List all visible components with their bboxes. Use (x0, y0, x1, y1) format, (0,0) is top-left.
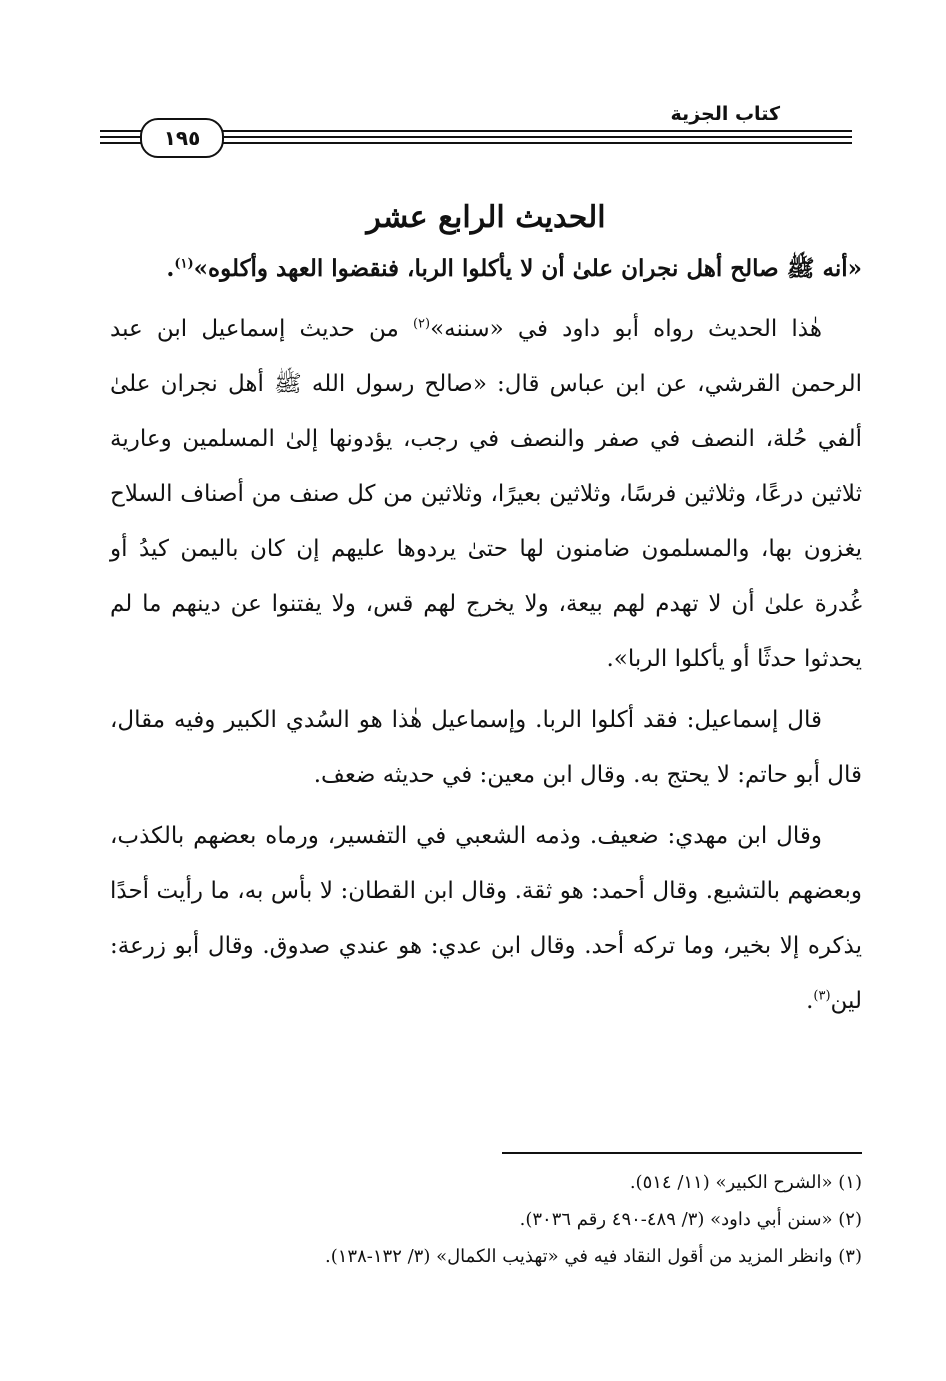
section-heading: الحديث الرابع عشر (366, 200, 606, 235)
paragraph-text: قال إسماعيل: فقد أكلوا الربا. وإسماعيل هٰذا هو السُدي الكبير وفيه مقال، قال أبو حاتم: لا يحتج به. وقال ابن معين: في حديثه ضعف. (110, 707, 862, 788)
paragraph-text: . (806, 988, 814, 1014)
paragraph-text: من حديث إسماعيل ابن عبد الرحمن القرشي، عن ابن عباس قال: «صالح رسول الله ﷺ أهل نجران علىٰ ألفي حُلة، النصف في صفر والنصف في رجب، يؤدونها إلىٰ المسلمين وعارية ثلاثين درعًا، وثلاثين فرسًا، وثلاثين بعيرًا، وثلاثين من كل صنف من أصناف السلاح يغزون بها، والمسلمون ضامنون لها حتىٰ يردوها عليهم إن كان باليمن كيدُ أو غُدرة علىٰ أن لا تهدم لهم بيعة، ولا يخرج لهم قس، ولا يفتنوا عن دينهم ما لم يحدثوا حدثًا أو يأكلوا الربا». (110, 316, 862, 672)
paragraph (110, 693, 862, 803)
main-text (110, 196, 862, 1035)
footnote: (٣) وانظر المزيد من أقول النقاد فيه في «تهذيب الكمال» (٣/ ١٣٢-١٣٨). (325, 1246, 862, 1267)
book-title: كتاب الجزية (670, 103, 780, 125)
hadith-end: . (166, 255, 175, 282)
footnotes (110, 1164, 862, 1275)
running-header (100, 100, 852, 160)
footnote-ref: (٢) (412, 316, 431, 332)
footnote-rule (502, 1152, 862, 1154)
hadith-body: «أنه ﷺ صالح أهل نجران علىٰ أن لا يأكلوا الربا، فنقضوا العهد وأكلوه» (193, 255, 862, 282)
paragraph-text: وقال ابن مهدي: ضعيف. وذمه الشعبي في التفسير، ورماه بعضهم بالكذب، وبعضهم بالتشيع. وقال أحمد: هو ثقة. وقال ابن القطان: لا بأس به، ما رأيت أحدًا يذكره إلا بخير، وما تركه أحد. وقال ابن عدي: هو عندي صدوق. وقال أبو زرعة: لين (110, 823, 862, 1014)
hadith-text (110, 244, 862, 294)
footnote-ref: (١) (174, 256, 194, 272)
footnote: (١) «الشرح الكبير» (١١/ ٥١٤). (629, 1172, 862, 1193)
paragraph-text: هٰذا الحديث رواه أبو داود في «سننه» (430, 316, 822, 342)
paragraph (110, 809, 862, 1029)
footnote-ref: (٣) (813, 988, 831, 1004)
paragraph (110, 302, 862, 687)
page-number: ١٩٥ (140, 118, 224, 158)
footnote: (٢) «سنن أبي داود» (٣/ ٤٨٩-٤٩٠ رقم ٣٠٣٦). (519, 1209, 862, 1230)
